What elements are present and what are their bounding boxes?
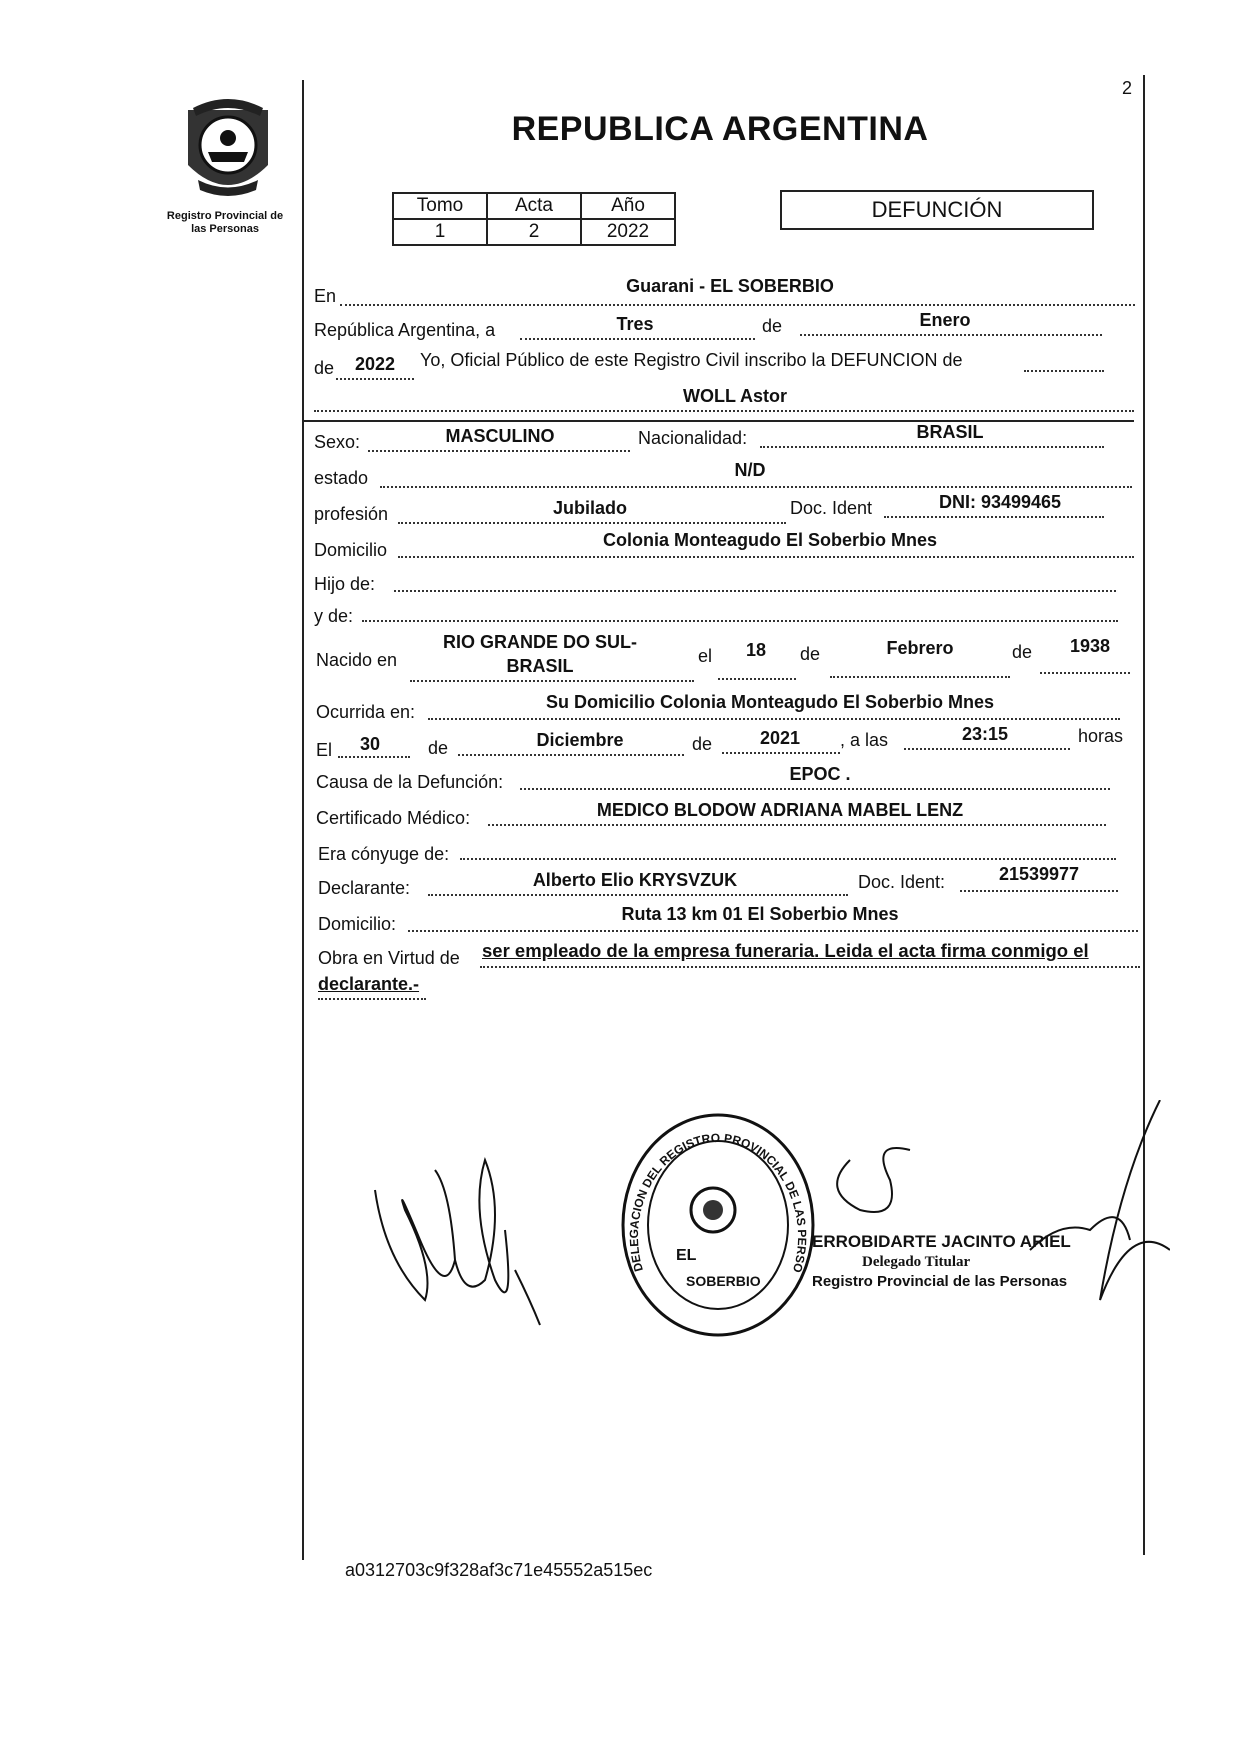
declarante-label: Declarante: (318, 878, 411, 898)
causa-dots (520, 788, 1110, 790)
nac-mes-dots (830, 676, 1010, 678)
nac-anio: 1938 (1069, 636, 1111, 656)
causa: EPOC . (789, 764, 851, 784)
sexo: MASCULINO (445, 426, 555, 446)
declarante-signature (365, 1150, 565, 1330)
nac-dia-dots (718, 678, 796, 680)
de2-label: de (314, 358, 335, 378)
nombre: WOLL Astor (683, 386, 787, 406)
logo-caption (150, 210, 300, 236)
anio-dots (336, 378, 414, 380)
dia-dots (520, 338, 755, 340)
alas-label: , a las (840, 730, 889, 750)
certificado-dots (488, 824, 1106, 826)
declarante-dots (428, 894, 848, 896)
estado: N/D (734, 460, 766, 480)
el2-label: El (316, 740, 333, 760)
profesion-label: profesión (314, 504, 389, 524)
anio-label: Año (581, 193, 675, 219)
hijo-dots (394, 590, 1116, 592)
stamp-ring-text: DELEGACION DEL REGISTRO PROVINCIAL DE LAS PERSO (626, 1130, 810, 1275)
en-dots (340, 304, 1135, 306)
nacido-label: Nacido en (316, 650, 398, 670)
sexo-dots (368, 450, 630, 452)
nacido-dots (410, 680, 694, 682)
ocurrida-dots (428, 718, 1120, 720)
def-anio: 2021 (759, 728, 801, 748)
en-label: En (314, 286, 337, 306)
official-role: Delegado Titular (862, 1254, 971, 1270)
yde-dots (362, 620, 1118, 622)
acta-label: Acta (487, 193, 581, 219)
official-office: Registro Provincial de las Personas (812, 1273, 1068, 1290)
official-block (812, 1232, 1071, 1292)
tomo-label: Tomo (393, 193, 487, 219)
domicilio: Colonia Monteagudo El Soberbio Mnes (602, 530, 937, 550)
estado-label: estado (314, 468, 369, 488)
acta-value: 2 (487, 219, 581, 245)
nac-mes: Febrero (886, 638, 954, 658)
official-stamp (618, 1110, 818, 1340)
province-logo (168, 90, 288, 210)
nac-dia: 18 (745, 640, 767, 660)
de5-label: de (428, 738, 449, 758)
republica-label: República Argentina, a (314, 320, 496, 340)
de-label: de (762, 316, 783, 336)
nacido-line-2: BRASIL (506, 656, 574, 676)
def-mes: Diciembre (536, 730, 624, 750)
anio-acta: 2022 (354, 354, 396, 374)
declarante: Alberto Elio KRYSVZUK (532, 870, 738, 890)
doc-dots (884, 516, 1104, 518)
logo-caption-line-1: Registro Provincial de (166, 210, 284, 222)
def-mes-dots (458, 754, 684, 756)
estado-dots (380, 486, 1132, 488)
nacionalidad-label: Nacionalidad: (638, 428, 748, 448)
conyuge-label: Era cónyuge de: (318, 844, 450, 864)
horas-label: horas (1078, 726, 1124, 746)
hijo-label: Hijo de: (314, 574, 376, 594)
doc2-label: Doc. Ident: (858, 872, 946, 892)
de4-label: de (1012, 642, 1033, 662)
domicilio2-label: Domicilio: (318, 914, 397, 934)
inscribo-text: Yo, Oficial Público de este Registro Civil inscribo la DEFUNCION de (420, 350, 963, 370)
stamp-inner-2: SOBERBIO (686, 1273, 761, 1289)
record-kind: DEFUNCIÓN (780, 190, 1094, 230)
doc: DNI: 93499465 (938, 492, 1062, 512)
profesion: Jubilado (552, 498, 627, 518)
def-anio-dots (722, 752, 840, 754)
doc2: 21539977 (998, 864, 1080, 884)
certificado-label: Certificado Médico: (316, 808, 471, 828)
def-dia-dots (338, 756, 410, 758)
yde-label: y de: (314, 606, 354, 626)
hora: 23:15 (961, 724, 1009, 744)
document-hash: a0312703c9f328af3c71e45552a515ec (345, 1560, 653, 1580)
en-value: Guarani - EL SOBERBIO (626, 276, 834, 296)
def-dia: 30 (359, 734, 381, 754)
de6-label: de (692, 734, 713, 754)
official-name: ERROBIDARTE JACINTO ARIEL (812, 1232, 1071, 1251)
stamp-inner-1: EL (676, 1247, 697, 1264)
domicilio-label: Domicilio (314, 540, 388, 560)
left-margin-line (302, 80, 304, 1560)
de3-label: de (800, 644, 821, 664)
nombre-dots (314, 410, 1134, 412)
el-label: el (698, 646, 713, 666)
svg-text:DELEGACION DEL REGISTRO PROVIN (618, 1110, 809, 1274)
tomo-value: 1 (393, 219, 487, 245)
conyuge-dots (460, 858, 1116, 860)
logo-caption-line-2: las Personas (191, 223, 259, 235)
dia-texto: Tres (616, 314, 654, 334)
obra-dots (480, 966, 1140, 968)
nac-anio-dots (1040, 672, 1130, 674)
obra-line-1: ser empleado de la empresa funeraria. Leida el acta firma conmigo el (482, 940, 1089, 961)
certificado: MEDICO BLODOW ADRIANA MABEL LENZ (596, 800, 964, 820)
right-margin-line (1143, 75, 1145, 1555)
domicilio2: Ruta 13 km 01 El Soberbio Mnes (621, 904, 899, 924)
page-number: 2 (1122, 78, 1133, 98)
inscribo-dots (1024, 370, 1104, 372)
doc2-dots (960, 890, 1118, 892)
doc-label: Doc. Ident (790, 498, 873, 518)
domicilio2-dots (408, 930, 1138, 932)
nacionalidad-dots (760, 446, 1104, 448)
sexo-label: Sexo: (314, 432, 361, 452)
causa-label: Causa de la Defunción: (316, 772, 504, 792)
nacionalidad: BRASIL (916, 422, 984, 442)
nacido-line-1: RIO GRANDE DO SUL- (442, 632, 637, 652)
ocurrida: Su Domicilio Colonia Monteagudo El Soberbio Mnes (545, 692, 994, 712)
register-table (392, 192, 676, 246)
obra-line-2: declarante.- (318, 974, 420, 994)
domicilio-dots (398, 556, 1134, 558)
hora-dots (904, 748, 1070, 750)
obra-label: Obra en Virtud de (318, 948, 460, 968)
ocurrida-label: Ocurrida en: (316, 702, 416, 722)
obra2-dots (318, 998, 426, 1000)
mes-dots (800, 334, 1102, 336)
mes-texto: Enero (919, 310, 971, 330)
anio-value: 2022 (581, 219, 675, 245)
profesion-dots (398, 522, 786, 524)
document-title: REPUBLICA ARGENTINA (511, 110, 929, 148)
